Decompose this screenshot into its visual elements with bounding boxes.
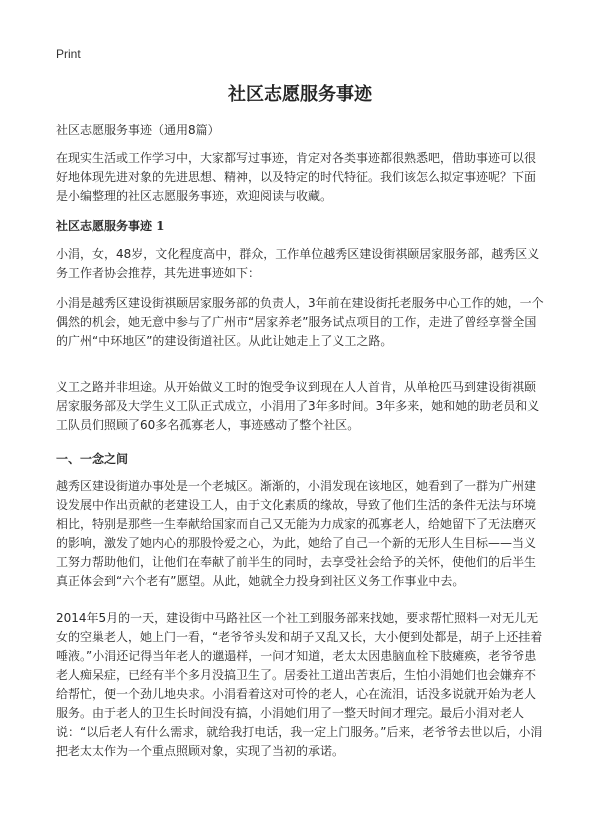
page-title: 社区志愿服务事迹 bbox=[228, 84, 372, 105]
section-heading-2: 一、一念之间 bbox=[56, 452, 129, 466]
paragraph-5: 2014年5月的一天，建设街中马路社区一个社工到服务部来找她，要求帮忙照料一对无儿无女的空巢老人，她上门一看，“老爷爷头发和胡子又乱又长，大小便到处都是，胡子上还挂着唾液。”小涓还记得当年老人的邋遢样，一问才知道，老太太因患脑血栓下肢瘫痪，老爷爷患老人痴呆症，已经有半个多月没搞卫生了。居委社工道出苦衷后，生怕小涓她们也会嫌弃不给帮忙，便一个劲儿地央求。小涓看着这对可怜的老人，心在流泪，话没多说就开始为老人服务。由于老人的卫生长时间没有搞，小涓她们用了一整天时间才理完。最后小涓对老人说：“以后老人有什么需求，就给我打电话，我一定上门服务。”后来，老爷爷去世以后，小涓把老太太作为一个重点照顾对象，实现了当初的承诺。 bbox=[56, 611, 543, 758]
section-heading-1: 社区志愿服务事迹 1 bbox=[56, 219, 165, 233]
paragraph-4: 越秀区建设街道办事处是一个老城区。渐渐的，小涓发现在该地区，她看到了一群为广州建设发展中作出贡献的老建设工人，由于文化素质的缘故，导致了他们生活的条件无法与环境相比，特别是那些一生奉献给国家而自己又无能为力成家的孤寡老人，给她留下了无法磨灭的影响，激发了她内心的那股怜爱之心，为此，她给了自己一个新的无形人生目标——当义工努力帮助他们，让他们在奉献了前半生的同时，去享受社会给予的关怀，使他们的后半生真正体会到“六个老有”愿望。从此，她就全力投身到社区义务工作事业中去。 bbox=[56, 479, 537, 588]
paragraph-2: 小涓是越秀区建设街祺颐居家服务部的负责人，3年前在建设街托老服务中心工作的她，一个偶然的机会，她无意中参与了广州市“居家养老”服务试点项目的工作，走进了曾经享誉全国的广州“中环地区”的建设街道社区。从此让她走上了义工之路。 bbox=[56, 296, 544, 348]
document-subtitle: 社区志愿服务事迹（通用8篇） bbox=[56, 123, 220, 137]
paragraph-3: 义工之路并非坦途。从开始做义工时的饱受争议到现在人人首肯，从单枪匹马到建设街祺颐居家服务部及大学生义工队正式成立，小涓用了3年多时间。3年多来，她和她的助老员和义工队员们照顾了60多名孤寡老人，事迹感动了整个社区。 bbox=[56, 380, 540, 432]
paragraph-1: 小涓，女，48岁，文化程度高中，群众，工作单位越秀区建设街祺颐居家服务部，越秀区义务工作者协会推荐，其先进事迹如下： bbox=[56, 247, 540, 280]
print-link[interactable]: Print bbox=[56, 47, 81, 61]
intro-paragraph: 在现实生活或工作学习中，大家都写过事迹，肯定对各类事迹都很熟悉吧，借助事迹可以很好地体现先进对象的先进思想、精神，以及特定的时代特征。我们该怎么拟定事迹呢？下面是小编整理的社区志愿服务事迹，欢迎阅读与收藏。 bbox=[56, 151, 537, 203]
